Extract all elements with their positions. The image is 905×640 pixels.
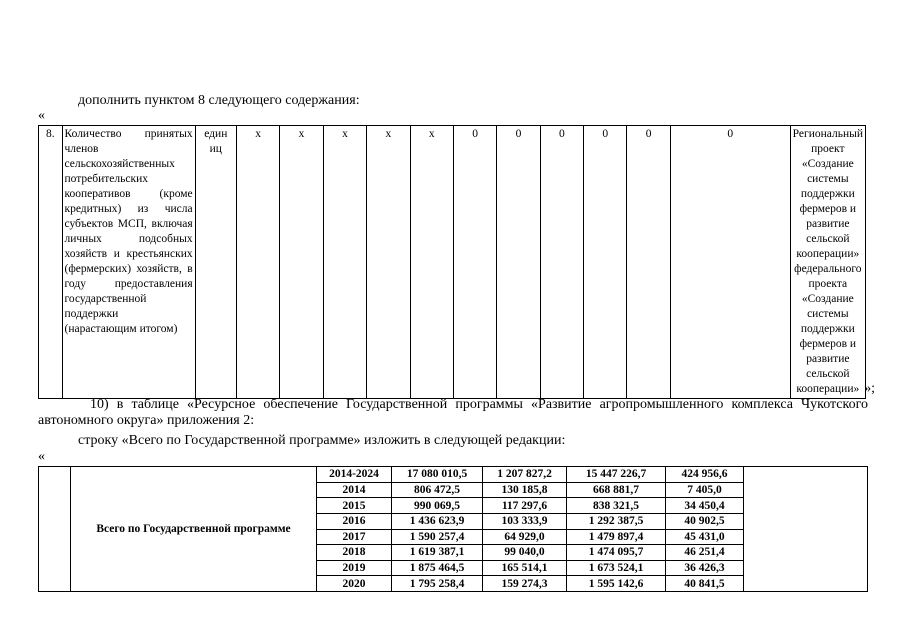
amount-cell: 15 447 226,7 [567,467,666,483]
amount-cell: 45 431,0 [666,529,744,545]
value-cell: 0 [540,126,583,399]
opening-quote: « [38,108,45,123]
year-cell: 2015 [317,498,392,514]
value-cell: 0 [670,126,790,399]
program-total-label: Всего по Государственной программе [71,467,317,592]
intro-text: дополнить пунктом 8 следующего содержания: [78,93,360,108]
project-cell: Региональный проект «Создание системы поддержки фермеров и развитие сельской кооперации» федерального проекта «Создание системы поддержки фермеров и развитие сельской кооперации» [790,126,865,399]
value-cell: 0 [453,126,496,399]
value-cell: х [323,126,366,399]
year-cell: 2014 [317,482,392,498]
resource-table [38,466,868,592]
blank-cell [744,467,868,592]
amount-cell: 1 590 257,4 [392,529,483,545]
resource-row [39,467,868,483]
amount-cell: 1 292 387,5 [567,513,666,529]
year-cell: 2017 [317,529,392,545]
amount-cell: 40 841,5 [666,576,744,592]
indicator-row [39,126,866,399]
amount-cell: 165 514,1 [483,560,567,576]
amount-cell: 130 185,8 [483,482,567,498]
amount-cell: 1 207 827,2 [483,467,567,483]
amount-cell: 668 881,7 [567,482,666,498]
paragraph-row-replacement: строку «Всего по Государственной программе» изложить в следующей редакции: [78,433,566,448]
amount-cell: 1 875 464,5 [392,560,483,576]
amount-cell: 46 251,4 [666,545,744,561]
year-cell: 2019 [317,560,392,576]
year-cell: 2016 [317,513,392,529]
amount-cell: 1 795 258,4 [392,576,483,592]
amount-cell: 34 450,4 [666,498,744,514]
year-cell: 2018 [317,545,392,561]
value-cell: х [280,126,323,399]
amount-cell: 1 474 095,7 [567,545,666,561]
value-cell: х [410,126,453,399]
amount-cell: 36 426,3 [666,560,744,576]
closing-quote: »; [864,381,875,396]
value-cell: 0 [627,126,670,399]
value-cell: 0 [497,126,540,399]
value-cell: 0 [584,126,627,399]
indicator-name: Количество принятых членов сельскохозяйственных потребительских кооперативов (кроме кредитных) из числа субъектов МСП, включая личных подсобных хозяйств и крестьянских (фермерских) хозяйств, в году предоставления государственной поддержки (нарастающим итогом) [62,126,195,399]
amount-cell: 990 069,5 [392,498,483,514]
amount-cell: 1 673 524,1 [567,560,666,576]
amount-cell: 103 333,9 [483,513,567,529]
paragraph-10: 10) в таблице «Ресурсное обеспечение Государственной программы «Развитие агропромышленного комплекса Чукотского автономного округа» приложения 2: [38,397,868,428]
amount-cell: 1 619 387,1 [392,545,483,561]
amount-cell: 117 297,6 [483,498,567,514]
row-number: 8. [39,126,63,399]
amount-cell: 40 902,5 [666,513,744,529]
unit-cell: един иц [195,126,236,399]
value-cell: х [236,126,279,399]
amount-cell: 7 405,0 [666,482,744,498]
amount-cell: 99 040,0 [483,545,567,561]
year-cell: 2014-2024 [317,467,392,483]
amount-cell: 17 080 010,5 [392,467,483,483]
amount-cell: 838 321,5 [567,498,666,514]
indicator-table [38,125,866,399]
amount-cell: 64 929,0 [483,529,567,545]
amount-cell: 806 472,5 [392,482,483,498]
year-cell: 2020 [317,576,392,592]
value-cell: х [367,126,410,399]
amount-cell: 1 479 897,4 [567,529,666,545]
amount-cell: 159 274,3 [483,576,567,592]
blank-cell [39,467,71,592]
amount-cell: 424 956,6 [666,467,744,483]
amount-cell: 1 595 142,6 [567,576,666,592]
amount-cell: 1 436 623,9 [392,513,483,529]
opening-quote-2: « [38,449,45,464]
